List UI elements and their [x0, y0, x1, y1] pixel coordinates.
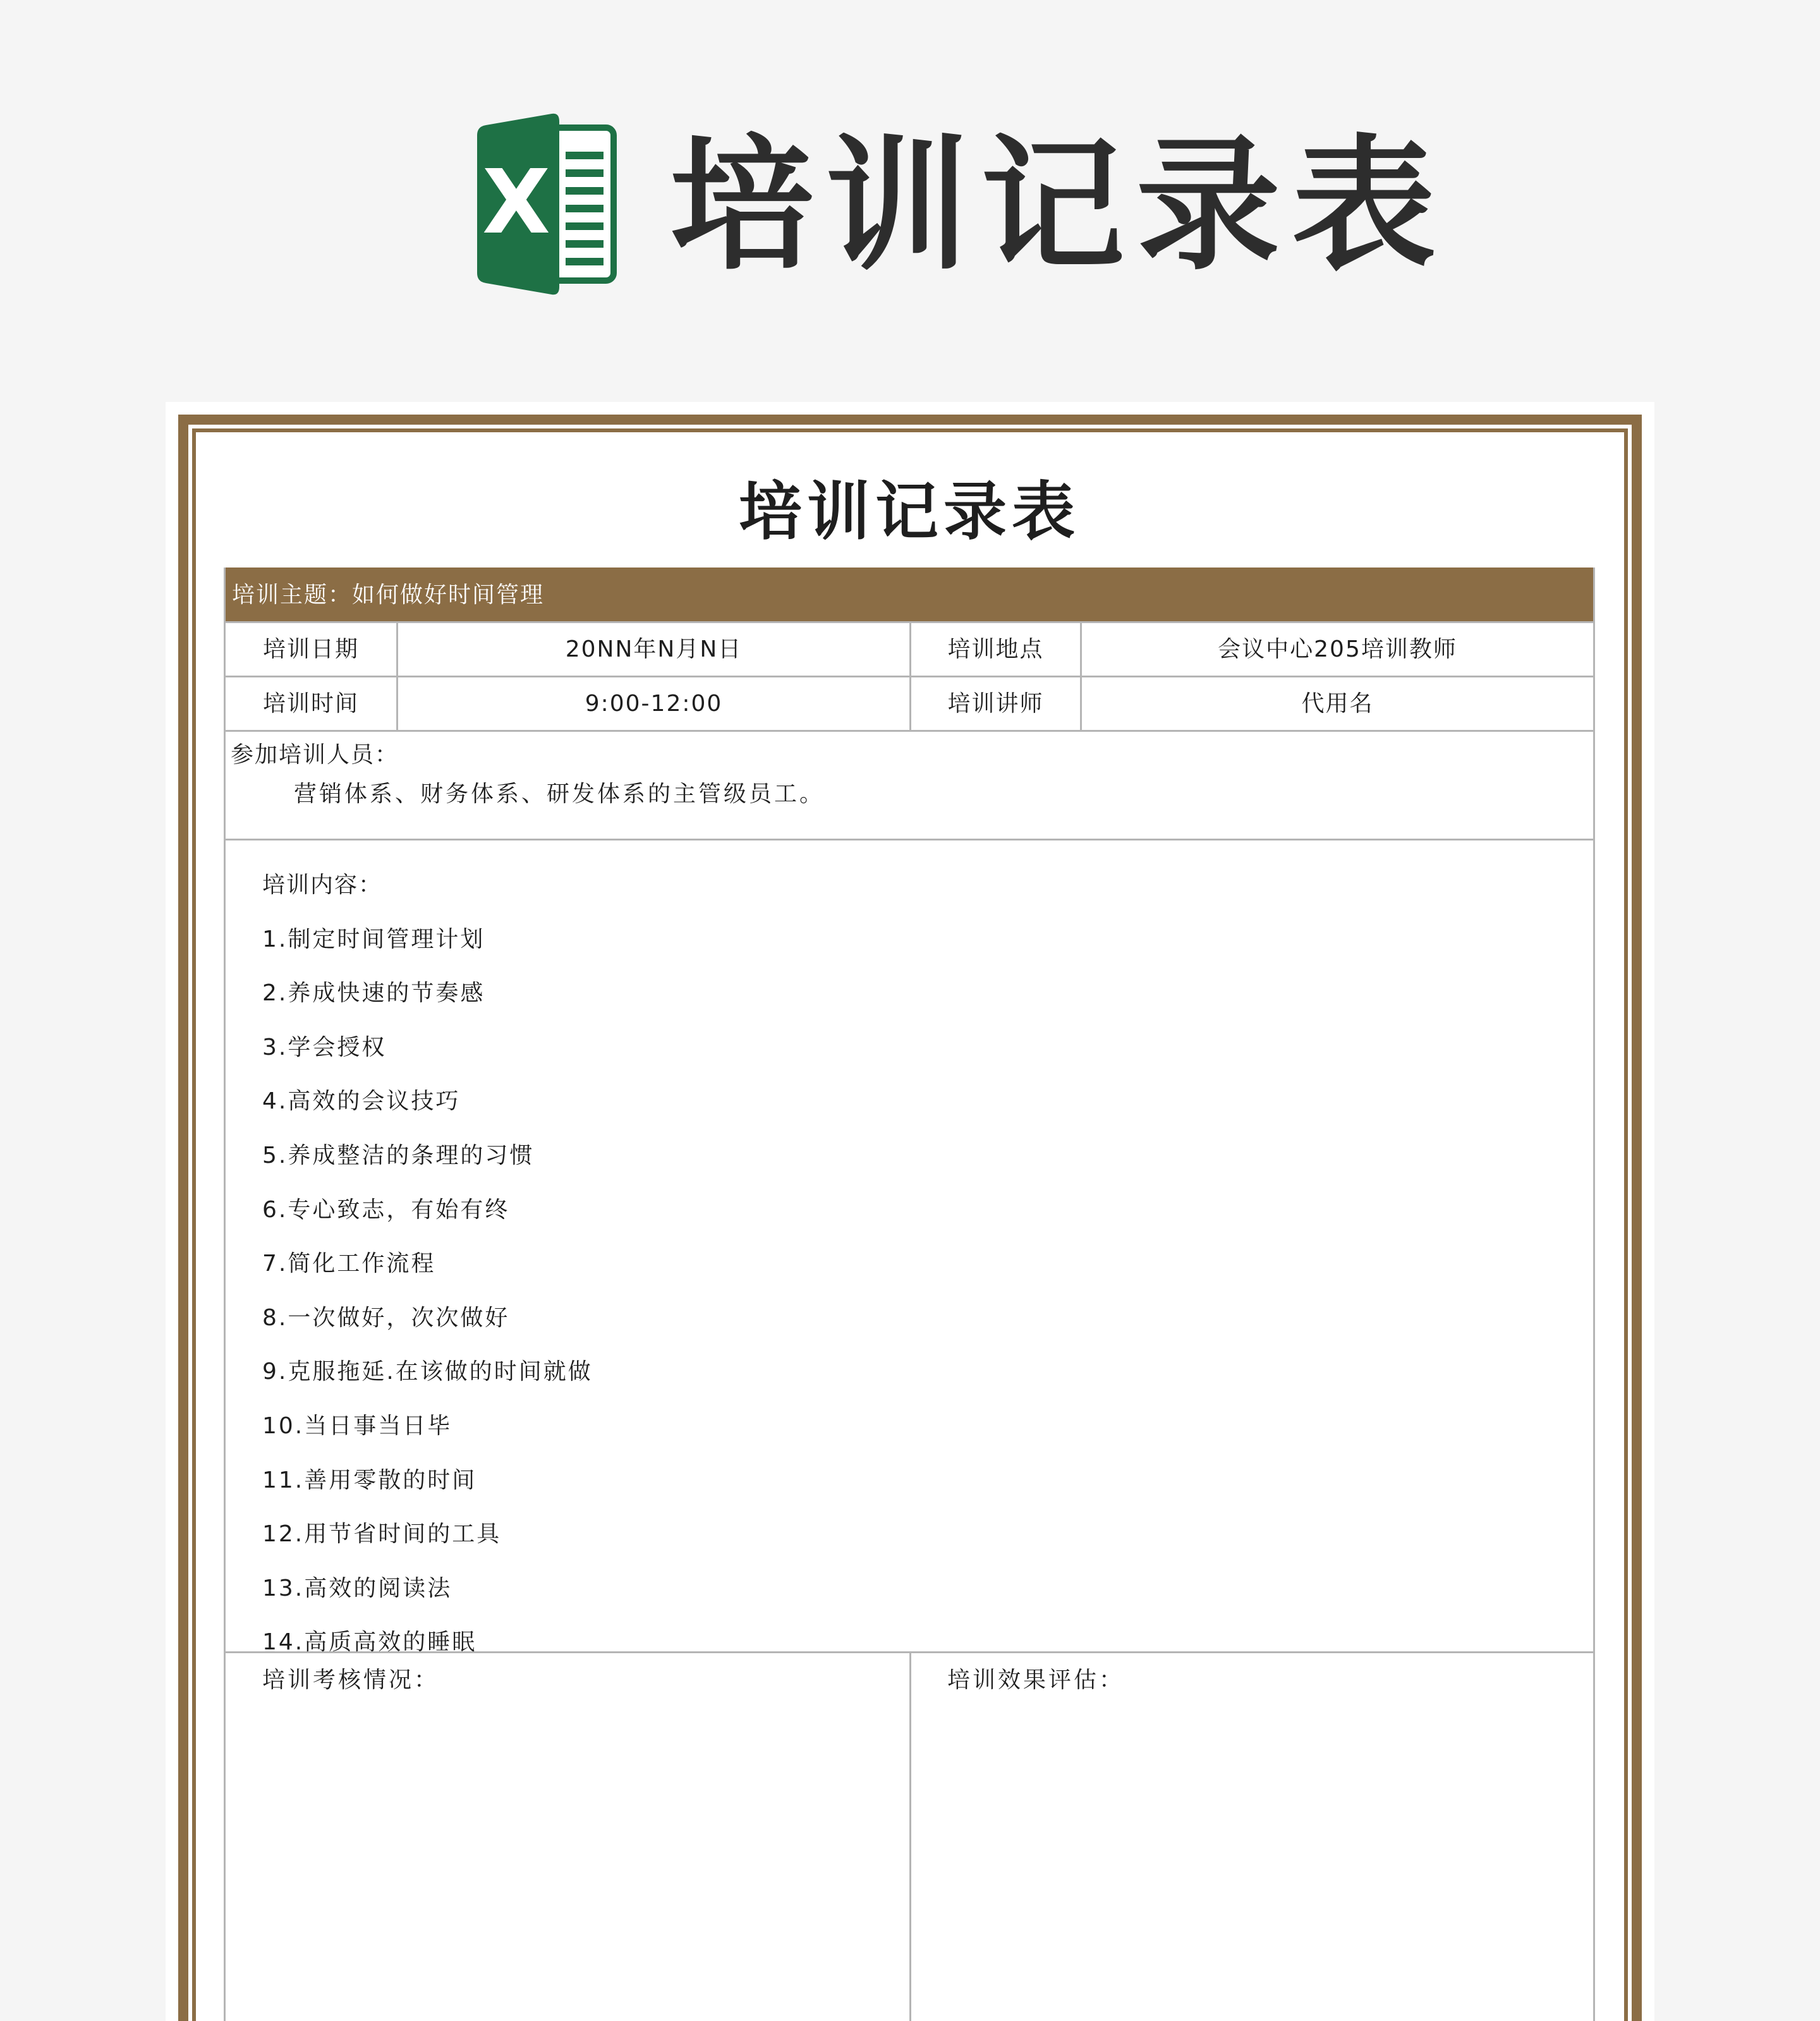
- topic-row-border: [226, 567, 1593, 623]
- content-block[interactable]: [226, 841, 1593, 1656]
- lecturer-label: 培训讲师: [909, 677, 1080, 730]
- list-item: 2.养成快速的节奏感: [262, 980, 485, 1007]
- list-item: 10.当日事当日毕: [262, 1412, 452, 1439]
- list-item: 5.养成整洁的条理的习惯: [262, 1142, 535, 1168]
- banner-header: [0, 0, 1820, 404]
- date-label: 培训日期: [262, 636, 359, 662]
- list-item: 14.高质高效的睡眠: [262, 1629, 477, 1656]
- content-label: 培训内容：: [262, 872, 383, 898]
- list-item: 1.制定时间管理计划: [262, 926, 485, 952]
- location-value[interactable]: 会议中心205培训教师: [1080, 623, 1593, 676]
- content-list: [262, 858, 593, 1670]
- list-item: 9.克服拖延.在该做的时间就做: [262, 1359, 593, 1385]
- list-item: 4.高效的会议技巧: [262, 1088, 461, 1115]
- evaluation-label[interactable]: 培训效果评估：: [947, 1667, 1125, 1693]
- list-item: 8.一次做好，次次做好: [262, 1304, 510, 1331]
- location-label: 培训地点: [909, 623, 1080, 676]
- banner-title: 培训记录表: [670, 121, 1447, 289]
- list-item: 13.高效的阅读法: [262, 1575, 452, 1601]
- attendees-text: 营销体系、财务体系、研发体系的主管级员工。: [294, 781, 825, 807]
- record-table: [224, 567, 1595, 2021]
- list-item: 3.学会授权: [262, 1034, 387, 1060]
- document-title: 培训记录表: [739, 475, 1080, 549]
- list-item: 7.简化工作流程: [262, 1251, 436, 1277]
- time-label: 培训时间: [262, 691, 359, 717]
- bottom-divider: [909, 1653, 911, 2021]
- attendees-block[interactable]: [226, 732, 1593, 841]
- assessment-label[interactable]: 培训考核情况：: [262, 1667, 440, 1693]
- excel-icon: [471, 112, 617, 296]
- table-row-date: [226, 623, 1593, 677]
- list-item: 11.善用零散的时间: [262, 1467, 477, 1493]
- date-value[interactable]: 20NN年N月N日: [396, 623, 909, 676]
- lecturer-value[interactable]: 代用名: [1080, 677, 1593, 730]
- attendees-label: 参加培训人员：: [231, 742, 399, 768]
- list-item: 12.用节省时间的工具: [262, 1521, 502, 1548]
- topic-row[interactable]: 培训主题：如何做好时间管理: [226, 567, 1593, 623]
- time-value[interactable]: 9:00-12:00: [396, 677, 909, 730]
- list-item: 6.专心致志，有始有终: [262, 1196, 510, 1223]
- bottom-block: [226, 1653, 1593, 2021]
- excel-logo-letter: X: [482, 151, 550, 254]
- table-row-time: [226, 677, 1593, 732]
